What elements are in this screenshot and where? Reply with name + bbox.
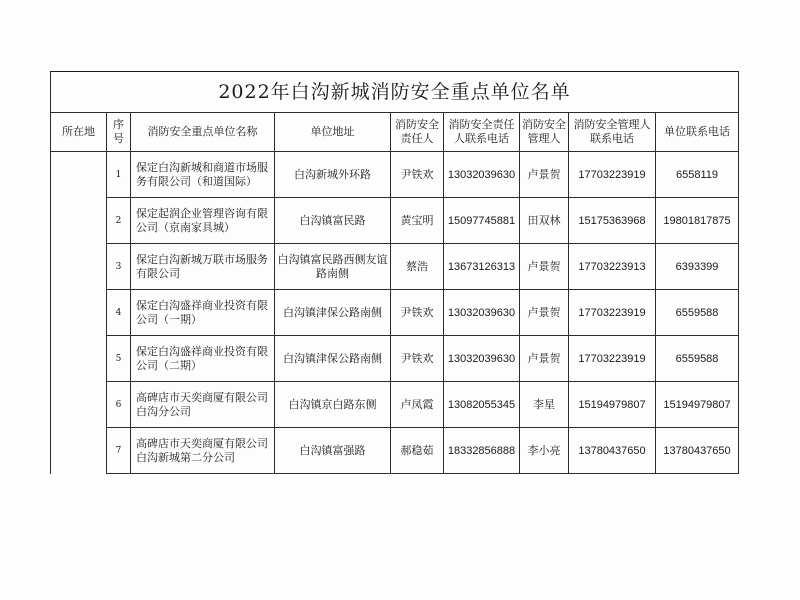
row-unit-name: 保定白沟新城万联市场服务有限公司 — [131, 244, 275, 290]
row-manager: 李星 — [520, 382, 569, 428]
header-location: 所在地 — [51, 113, 107, 152]
row-address: 白沟镇富民路 — [275, 198, 391, 244]
table-row — [51, 382, 739, 428]
header-seq: 序号 — [107, 113, 131, 152]
header-responsible-phone: 消防安全责任人联系电话 — [444, 113, 520, 152]
row-seq: 2 — [107, 198, 131, 244]
row-unit-name: 高碑店市天奕商厦有限公司白沟分公司 — [131, 382, 275, 428]
row-responsible-phone: 13032039630 — [444, 336, 520, 382]
table-row — [51, 244, 739, 290]
row-manager-phone: 17703223913 — [569, 244, 656, 290]
row-manager: 卢景贺 — [520, 290, 569, 336]
row-unit-name: 保定白沟盛祥商业投资有限公司（二期） — [131, 336, 275, 382]
row-seq: 3 — [107, 244, 131, 290]
fire-safety-unit-table — [50, 71, 739, 474]
table-row — [51, 336, 739, 382]
table-row — [51, 290, 739, 336]
row-manager-phone: 17703223919 — [569, 336, 656, 382]
row-seq: 6 — [107, 382, 131, 428]
row-responsible-phone: 15097745881 — [444, 198, 520, 244]
row-manager: 卢景贺 — [520, 152, 569, 198]
row-responsible: 尹铁欢 — [391, 290, 444, 336]
table-row — [51, 198, 739, 244]
header-row — [51, 113, 739, 152]
row-unit-name: 保定白沟盛祥商业投资有限公司（一期） — [131, 290, 275, 336]
header-responsible: 消防安全责任人 — [391, 113, 444, 152]
row-responsible-phone: 13032039630 — [444, 152, 520, 198]
row-address: 白沟镇富民路西侧友谊路南侧 — [275, 244, 391, 290]
row-unit-phone: 19801817875 — [656, 198, 739, 244]
row-address: 白沟镇富强路 — [275, 428, 391, 474]
row-manager-phone: 15175363968 — [569, 198, 656, 244]
header-unit-phone: 单位联系电话 — [656, 113, 739, 152]
row-seq: 4 — [107, 290, 131, 336]
table-row — [51, 152, 739, 198]
row-manager: 田双林 — [520, 198, 569, 244]
row-seq: 1 — [107, 152, 131, 198]
row-address: 白沟镇津保公路南侧 — [275, 290, 391, 336]
row-responsible: 尹铁欢 — [391, 336, 444, 382]
row-unit-phone: 6393399 — [656, 244, 739, 290]
row-responsible: 卢凤霞 — [391, 382, 444, 428]
row-address: 白沟镇京白路东侧 — [275, 382, 391, 428]
row-seq: 7 — [107, 428, 131, 474]
header-address: 单位地址 — [275, 113, 391, 152]
row-seq: 5 — [107, 336, 131, 382]
row-unit-phone: 6559588 — [656, 336, 739, 382]
row-unit-name: 高碑店市天奕商厦有限公司白沟新城第二分公司 — [131, 428, 275, 474]
row-manager-phone: 13780437650 — [569, 428, 656, 474]
row-responsible: 尹铁欢 — [391, 152, 444, 198]
row-unit-phone: 15194979807 — [656, 382, 739, 428]
header-unit-name: 消防安全重点单位名称 — [131, 113, 275, 152]
row-manager-phone: 17703223919 — [569, 290, 656, 336]
row-unit-phone: 13780437650 — [656, 428, 739, 474]
table-row — [51, 428, 739, 474]
row-unit-phone: 6559588 — [656, 290, 739, 336]
row-address: 白沟镇津保公路南侧 — [275, 336, 391, 382]
row-responsible: 蔡浩 — [391, 244, 444, 290]
row-responsible: 郝稳茹 — [391, 428, 444, 474]
row-responsible: 黄宝明 — [391, 198, 444, 244]
row-unit-phone: 6558119 — [656, 152, 739, 198]
header-manager: 消防安全管理人 — [520, 113, 569, 152]
row-manager: 卢景贺 — [520, 336, 569, 382]
row-address: 白沟新城外环路 — [275, 152, 391, 198]
row-unit-name: 保定白沟新城和商道市场服务有限公司（和道国际） — [131, 152, 275, 198]
row-manager: 李小亮 — [520, 428, 569, 474]
row-responsible-phone: 13032039630 — [444, 290, 520, 336]
row-responsible-phone: 13673126313 — [444, 244, 520, 290]
row-manager: 卢景贺 — [520, 244, 569, 290]
header-manager-phone: 消防安全管理人联系电话 — [569, 113, 656, 152]
row-responsible-phone: 18332856888 — [444, 428, 520, 474]
row-responsible-phone: 13082055345 — [444, 382, 520, 428]
location-cell — [51, 152, 107, 474]
row-manager-phone: 15194979807 — [569, 382, 656, 428]
row-manager-phone: 17703223919 — [569, 152, 656, 198]
row-unit-name: 保定起润企业管理咨询有限公司（京南家具城） — [131, 198, 275, 244]
document-title: 2022年白沟新城消防安全重点单位名单 — [51, 72, 739, 113]
title-row — [51, 72, 739, 113]
